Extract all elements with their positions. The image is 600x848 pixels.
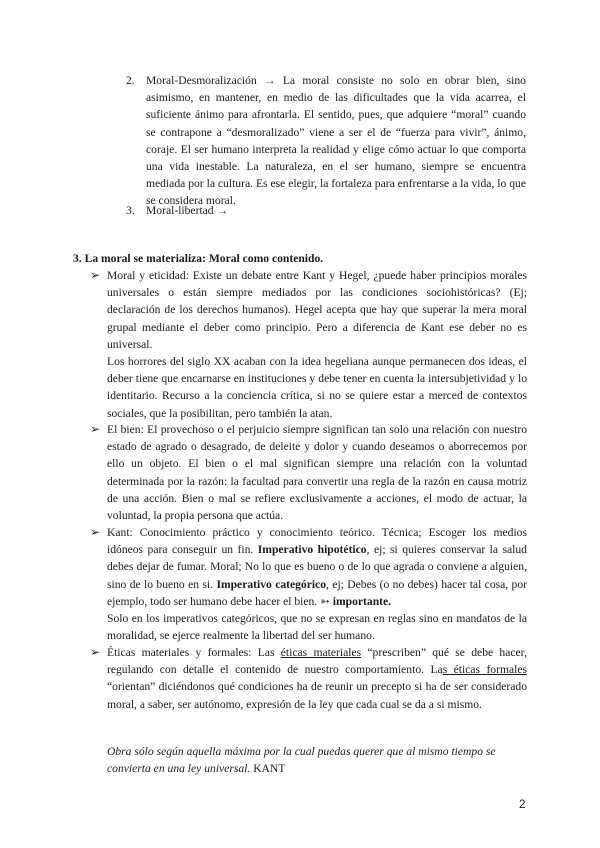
page-number: 2 [519, 798, 526, 811]
text-run: “orientan” diciéndonos qué condiciones ha de reunir un precepto si ha de ser considerado moral, a saber, ser autónomo, expresión de la ley que cada cual se da a si mismo. [107, 680, 527, 711]
bold-term: Imperativo hipotético [257, 543, 367, 557]
text-run: Kant: Conocimiento práctico y conocimiento teórico. Técnica; Escoger los medios idóneos para conseguir un fin. [107, 526, 527, 557]
paragraph [107, 644, 527, 713]
quote-author: KANT [253, 762, 286, 776]
bullet-arrow-icon: ➢ [90, 525, 101, 539]
bullet-item-kant [107, 524, 527, 644]
text-run: “prescriben” qué se debe hacer, regulando con detalle el contenido de nuestro comportamiento. La [107, 646, 527, 677]
underlined-term: éticas materiales [280, 646, 362, 659]
paragraph: Solo en los imperativos categóricos, que no se expresan en reglas sino en mandatos de la moralidad, se ejerce realmente la libertad del ser humano. [107, 612, 527, 643]
text-run: Éticas materiales y formales: Las [107, 646, 275, 659]
arrow-marker-icon: ➳ [320, 594, 330, 608]
item-text: La moral consiste no solo en obrar bien, sino asimismo, en mantener, en medio de las dificultades que la vida acarrea, el suficiente ánimo para afrontarla. El sentido, pues, que adquiere “moral” cuando se contrapone a “desmoralizado” viene a ser el de “fuerza para vivir”, ánimo, coraje. El ser humano interpreta la realidad y elige cómo actuar lo que comporta una vida inestable. La naturaleza, en el ser humano, siempre se encuentra mediada por la cultura. Es ese elegir, la fortaleza para enfrentarse a la vida, lo que se considera moral. [146, 74, 526, 208]
bullet-arrow-icon: ➢ [90, 422, 101, 436]
arrow-right-icon: → [216, 204, 229, 217]
paragraph [107, 524, 527, 610]
bullet-arrow-icon: ➢ [90, 645, 101, 659]
bullet-arrow-icon: ➢ [90, 268, 101, 282]
bullet-item-moral-eticidad [107, 267, 527, 422]
list-number-2: 2. [126, 74, 135, 87]
paragraph: Los horrores del siglo XX acaban con la idea hegeliana aunque permanecen dos ideas, el deber tiene que encarnarse en instituciones y debe tener en cuenta la intersubjetividad y lo identitario. Recurso a la conciencia crítica, si no se quiere estar a merced de contextos sociales, que la posibilitan, pero también la atan. [107, 355, 527, 420]
arrow-right-icon: → [264, 74, 276, 87]
text-run: , ej; Debes (o no debes) hacer tal cosa, por ejemplo, todo ser humano debe hacer el bien. [107, 577, 527, 608]
bold-term: Imperativo categórico [216, 577, 327, 591]
section-heading: 3. La moral se materializa: Moral como contenido. [73, 252, 324, 265]
list-number-3: 3. [126, 204, 135, 217]
quote-text: Obra sólo según aquella máxima por la cual puedas querer que al mismo tiempo se convierta en una ley universal. [107, 745, 496, 776]
list-item-2 [146, 72, 526, 210]
kant-quote [107, 743, 527, 777]
bullet-item-eticas [107, 644, 527, 713]
paragraph: Moral y eticidad: Existe un debate entre Kant y Hegel, ¿puede haber principios morales universales o están siempre mediados por las condiciones sociohistóricas? (Ej; declaración de los derechos humanos). Hegel acepta que hay que superar la mera moral grupal mediante el deber como principio. Pero a diferencia de Kant ese deber no es universal. [107, 269, 527, 351]
item-title: Moral-libertad [146, 204, 214, 217]
item-title: Moral-Desmoralización [146, 74, 257, 87]
list-item-3 [146, 202, 526, 219]
bold-term: importante. [332, 594, 392, 608]
text-run: , ej; si quieres conservar la salud debes dejar de fumar. Moral; No lo que es bueno o de lo que agrada o conviene a alguien, sino de lo bueno en si. [107, 543, 527, 591]
underlined-term: s éticas formales [442, 663, 528, 677]
paragraph: El bien: El provechoso o el perjuicio siempre significan tan solo una relación con nuestro estado de agrado o desagrado, de deleite y dolor y cuando deseamos o aborrecemos por ello un objeto. El bien o el mal significan siempre una relación con la voluntad determinada por la razón: la facultad para convertir una regla de la razón en causa motriz de una acción. Bien o mal se refiere exclusivamente a acciones, el modo de actuar, la voluntad, la propia persona que actúa. [107, 423, 527, 523]
bullet-item-el-bien [107, 421, 527, 524]
